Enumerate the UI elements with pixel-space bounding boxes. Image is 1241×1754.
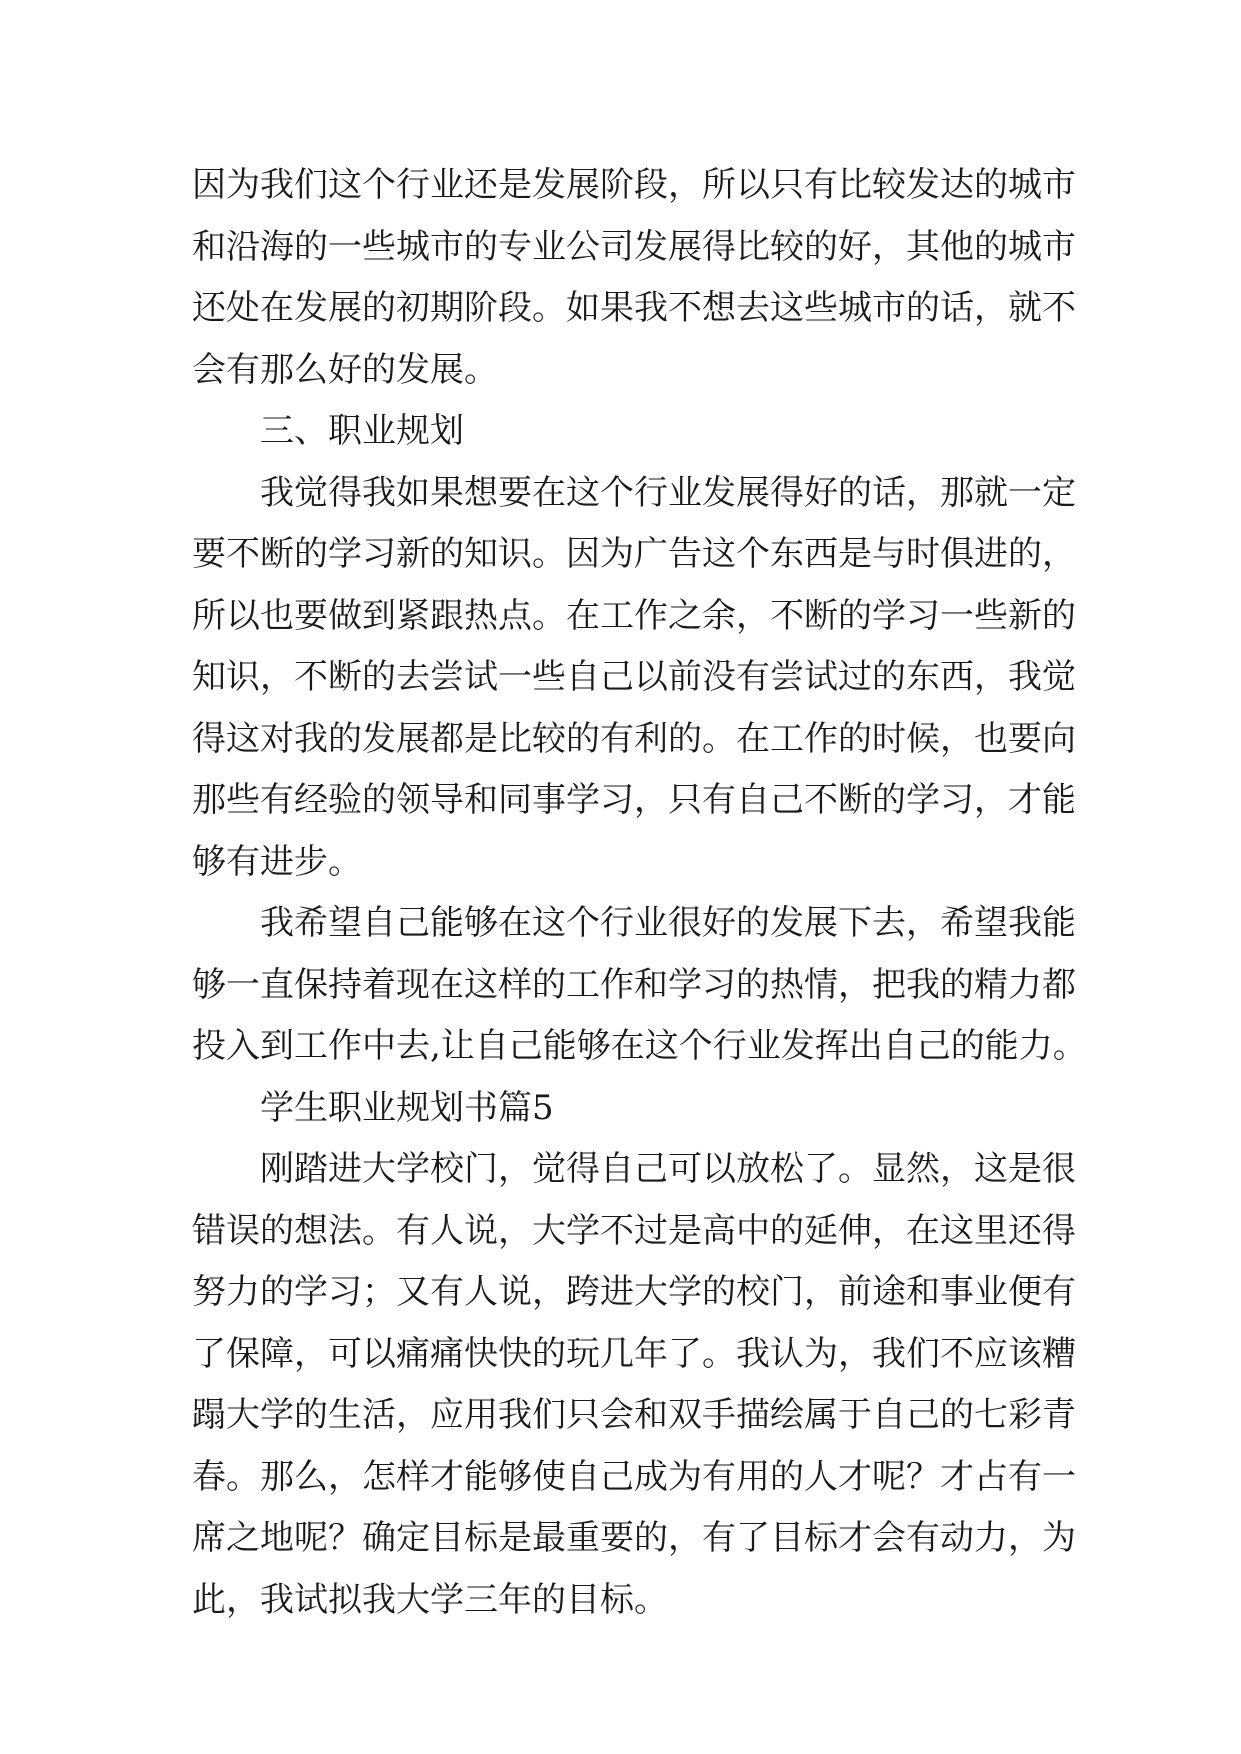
text-line: 春。那么，怎样才能够使自己成为有用的人才呢？才占有一 [192, 1456, 1076, 1497]
document-body [192, 155, 1087, 1631]
text-line: 还处在发展的初期阶段。如果我不想去这些城市的话，就不 [192, 288, 1076, 328]
section-heading: 三、职业规划 [260, 411, 464, 451]
text-line: 那些有经验的领导和同事学习，只有自己不断的学习，才能 [192, 780, 1076, 820]
text-line: 知识，不断的去尝试一些自己以前没有尝试过的东西，我觉 [192, 657, 1076, 697]
text-line: 因为我们这个行业还是发展阶段，所以只有比较发达的城市 [192, 165, 1076, 205]
text-line: 席之地呢？确定目标是最重要的，有了目标才会有动力，为 [192, 1518, 1076, 1558]
text-line: 得这对我的发展都是比较的有利的。在工作的时候，也要向 [192, 718, 1076, 759]
text-line: 和沿海的一些城市的专业公司发展得比较的好，其他的城市 [192, 226, 1076, 267]
text-line: 够一直保持着现在这样的工作和学习的热情，把我的精力都 [192, 964, 1076, 1005]
text-line: 够有进步。 [192, 841, 362, 882]
text-line: 错误的想法。有人说，大学不过是高中的延伸，在这里还得 [192, 1210, 1076, 1251]
text-line: 此，我试拟我大学三年的目标。 [192, 1579, 668, 1620]
text-line: 我希望自己能够在这个行业很好的发展下去，希望我能 [260, 903, 1076, 943]
text-line: 要不断的学习新的知识。因为广告这个东西是与时俱进的， [192, 534, 1076, 574]
text-line: 了保障，可以痛痛快快的玩几年了。我认为，我们不应该糟 [192, 1333, 1076, 1374]
text-line: 所以也要做到紧跟热点。在工作之余，不断的学习一些新的 [192, 595, 1076, 636]
text-line: 投入到工作中去,让自己能够在这个行业发挥出自己的能力。 [192, 1026, 1087, 1066]
section-heading: 学生职业规划书篇5 [260, 1087, 554, 1128]
text-line: 刚踏进大学校门，觉得自己可以放松了。显然，这是很 [260, 1149, 1076, 1189]
text-line: 我觉得我如果想要在这个行业发展得好的话，那就一定 [260, 472, 1076, 513]
text-line: 努力的学习；又有人说，跨进大学的校门，前途和事业便有 [192, 1272, 1076, 1312]
text-line: 会有那么好的发展。 [192, 349, 498, 390]
text-line: 蹋大学的生活，应用我们只会和双手描绘属于自己的七彩青 [192, 1395, 1076, 1435]
